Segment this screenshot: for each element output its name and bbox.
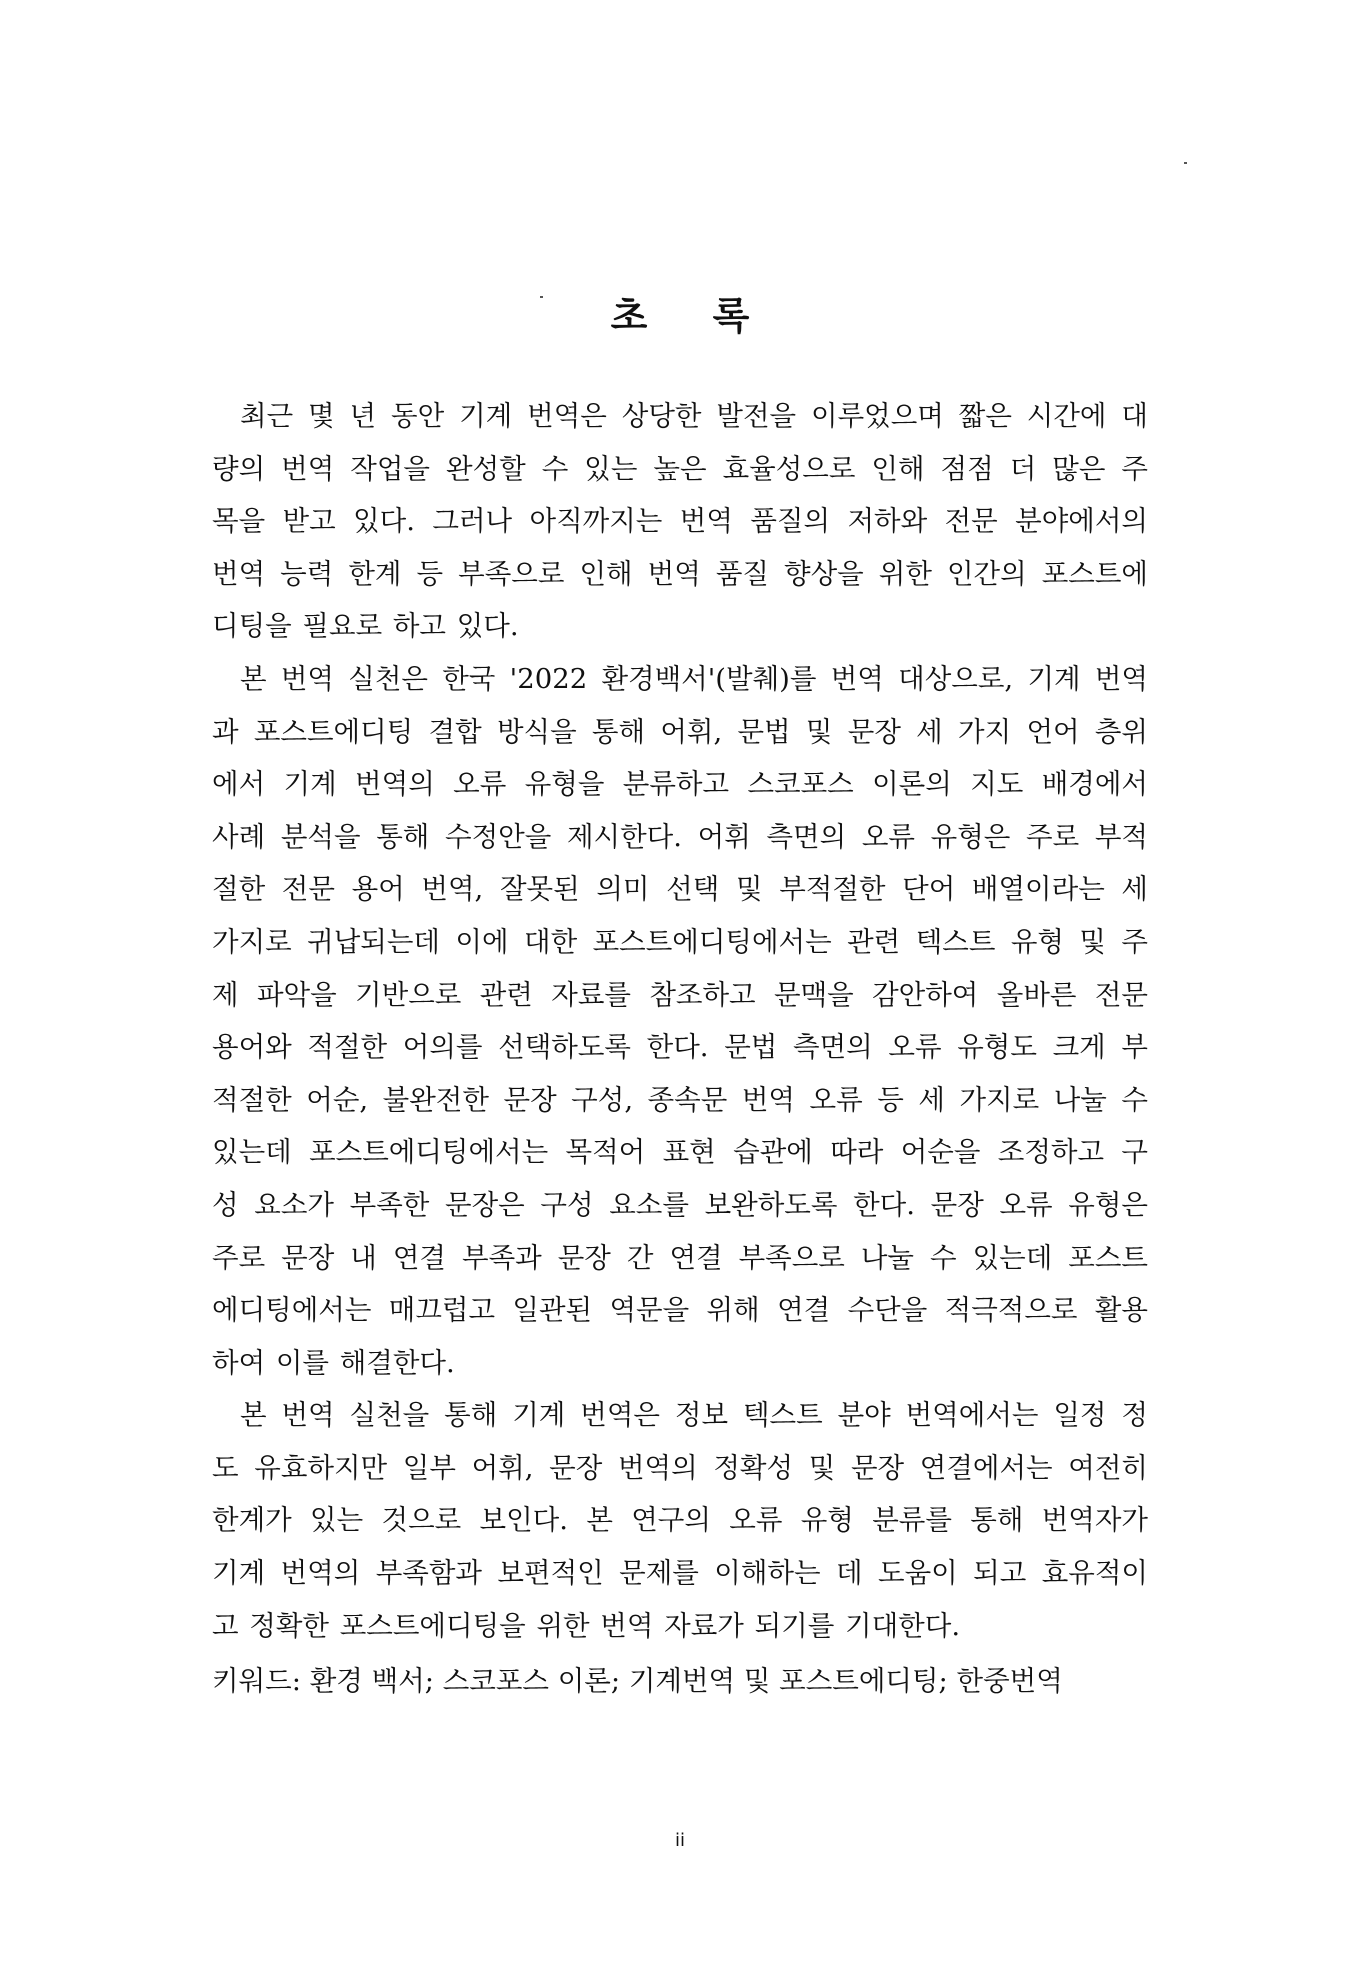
paragraph-3 [212, 1389, 1148, 1652]
text-line: 절한 전문 용어 번역, 잘못된 의미 선택 및 부적절한 단어 배열이라는 세 [212, 873, 1148, 906]
text-line: 성 요소가 부족한 문장은 구성 요소를 보완하도록 한다. 문장 오류 유형은 [212, 1188, 1148, 1221]
text-line: 적절한 어순, 불완전한 문장 구성, 종속문 번역 오류 등 세 가지로 나눌 수 [212, 1083, 1148, 1116]
text-line: 제 파악을 기반으로 관련 자료를 참조하고 문맥을 감안하여 올바른 전문 [212, 978, 1148, 1011]
text-line: 기계 번역의 부족함과 보편적인 문제를 이해하는 데 도움이 되고 효유적이 [212, 1557, 1148, 1590]
text-line: 목을 받고 있다. 그러나 아직까지는 번역 품질의 저하와 전문 분야에서의 [212, 505, 1148, 538]
paragraph-1 [212, 390, 1148, 653]
text-line: 에디팅에서는 매끄럽고 일관된 역문을 위해 연결 수단을 적극적으로 활용 [212, 1294, 1148, 1327]
text-line: 용어와 적절한 어의를 선택하도록 한다. 문법 측면의 오류 유형도 크게 부 [212, 1031, 1148, 1064]
scan-speck [1184, 162, 1187, 164]
text-line: 번역 능력 한계 등 부족으로 인해 번역 품질 향상을 위한 인간의 포스트에 [212, 557, 1148, 590]
text-line: 도 유효하지만 일부 어휘, 문장 번역의 정확성 및 문장 연결에서는 여전히 [212, 1451, 1148, 1484]
text-line: 량의 번역 작업을 완성할 수 있는 높은 효율성으로 인해 점점 더 많은 주 [212, 452, 1148, 485]
text-line: 디팅을 필요로 하고 있다. [212, 610, 519, 643]
abstract-title: 초 록 [610, 293, 776, 338]
text-line: 과 포스트에디팅 결합 방식을 통해 어휘, 문법 및 문장 세 가지 언어 층위 [212, 715, 1148, 748]
text-line: 본 번역 실천은 한국 '2022 환경백서'(발췌)를 번역 대상으로, 기계 번역 [240, 662, 1148, 695]
text-line: 주로 문장 내 연결 부족과 문장 간 연결 부족으로 나눌 수 있는데 포스트 [212, 1241, 1148, 1274]
abstract-body [212, 390, 1148, 1652]
text-line: 한계가 있는 것으로 보인다. 본 연구의 오류 유형 분류를 통해 번역자가 [212, 1504, 1148, 1537]
text-line: 가지로 귀납되는데 이에 대한 포스트에디팅에서는 관련 텍스트 유형 및 주 [212, 925, 1148, 958]
text-line: 본 번역 실천을 통해 기계 번역은 정보 텍스트 분야 번역에서는 일정 정 [240, 1399, 1148, 1432]
page-number: ii [674, 1830, 685, 1851]
text-line: 고 정확한 포스트에디팅을 위한 번역 자료가 되기를 기대한다. [212, 1609, 961, 1642]
paragraph-2 [212, 653, 1148, 1389]
text-line: 에서 기계 번역의 오류 유형을 분류하고 스코포스 이론의 지도 배경에서 [212, 768, 1148, 801]
text-line: 하여 이를 해결한다. [212, 1346, 455, 1379]
keywords: 키워드: 환경 백서; 스코포스 이론; 기계번역 및 포스트에디팅; 한중번역 [212, 1665, 1063, 1697]
text-line: 있는데 포스트에디팅에서는 목적어 표현 습관에 따라 어순을 조정하고 구 [212, 1136, 1148, 1169]
text-line: 사례 분석을 통해 수정안을 제시한다. 어휘 측면의 오류 유형은 주로 부적 [212, 820, 1148, 853]
text-line: 최근 몇 년 동안 기계 번역은 상당한 발전을 이루었으며 짧은 시간에 대 [240, 400, 1148, 432]
